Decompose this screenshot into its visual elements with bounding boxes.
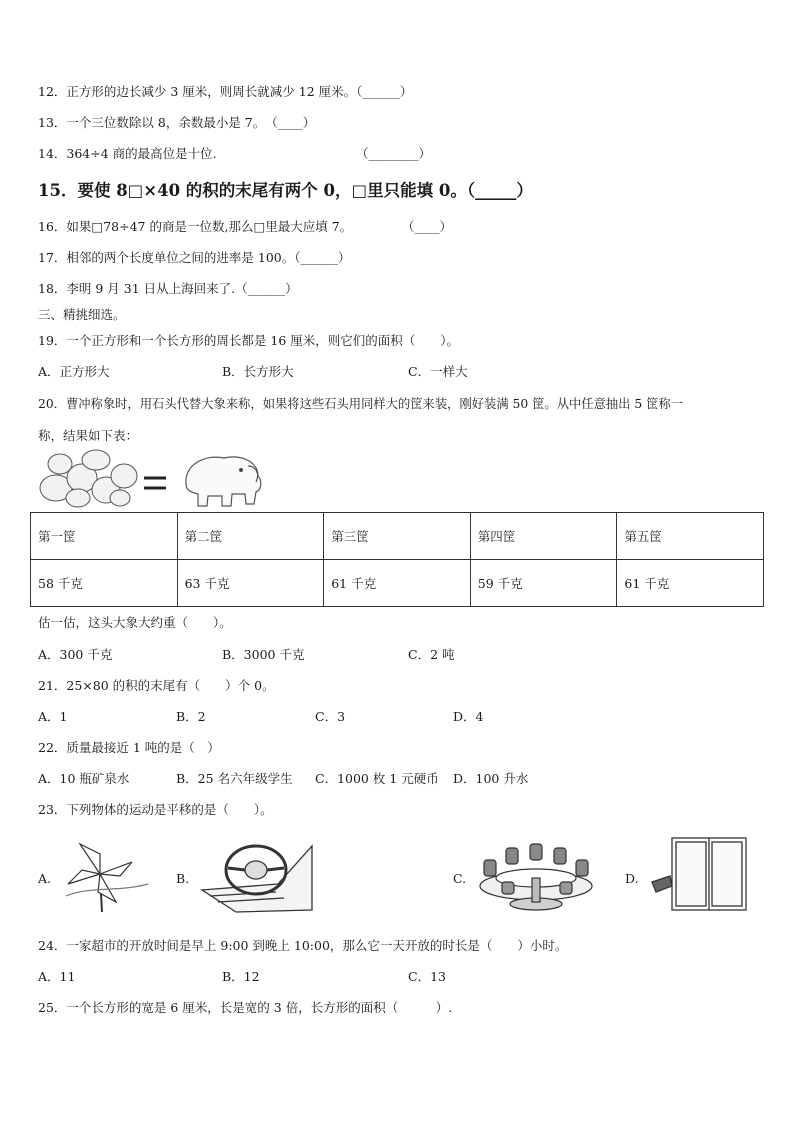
q24-option-a: A．11 — [38, 969, 76, 984]
q23-option-b: B. — [176, 871, 190, 886]
steering-wheel-icon — [196, 838, 316, 914]
q20-option-c: C．2 吨 — [408, 647, 455, 662]
line-q14: 14．364÷4 商的最高位是十位. — [38, 146, 217, 161]
q21-option-b: B．2 — [176, 709, 206, 724]
stones-pile-icon — [40, 450, 137, 507]
line-q22: 22．质量最接近 1 吨的是（ ） — [38, 740, 220, 755]
line-q19: 19．一个正方形和一个长方形的周长都是 16 厘米，则它们的面积（ ）。 — [38, 333, 460, 348]
line-q17: 17．相邻的两个长度单位之间的进率是 100。（______） — [38, 250, 351, 265]
q24-option-c: C．13 — [408, 969, 446, 984]
table-cell: 61 千克 — [617, 560, 764, 607]
q22-option-d: D．100 升水 — [453, 771, 529, 786]
table-cell: 第二筐 — [177, 513, 324, 560]
q23-option-a: A. — [38, 871, 52, 886]
sliding-window-icon — [650, 836, 750, 914]
q21-option-c: C．3 — [315, 709, 346, 724]
q20-option-b: B．3000 千克 — [222, 647, 305, 662]
line-q20-2: 称，结果如下表： — [38, 428, 139, 443]
q21-option-d: D．4 — [453, 709, 484, 724]
line-q18: 18．李明 9 月 31 日从上海回来了.（______） — [38, 281, 298, 296]
q23-option-d: D. — [625, 871, 639, 886]
line-q13: 13．一个三位数除以 8，余数最小是 7。 （____） — [38, 115, 316, 130]
q20-option-a: A．300 千克 — [38, 647, 113, 662]
table-cell: 58 千克 — [31, 560, 178, 607]
q19-option-c: C．一样大 — [408, 364, 468, 379]
q22-option-b: B．25 名六年级学生 — [176, 771, 293, 786]
table-row — [31, 560, 764, 607]
table-cell: 第三筐 — [324, 513, 471, 560]
q24-option-b: B．12 — [222, 969, 260, 984]
table-cell: 第四筐 — [470, 513, 617, 560]
line-q20-1: 20．曹冲称象时，用石头代替大象来称，如果将这些石头用同样大的筐来装，刚好装满 50 筐。从中任意抽出 5 筐称一 — [38, 397, 684, 411]
stones-equals-elephant-illustration — [36, 448, 266, 510]
line-q15: 15．要使 8□×40 的积的末尾有两个 0，□里只能填 0。（_____） — [38, 181, 533, 200]
table-cell: 第五筐 — [617, 513, 764, 560]
q22-option-c: C．1000 枚 1 元硬币 — [315, 771, 439, 786]
table-cell: 第一筐 — [31, 513, 178, 560]
line-q21: 21．25×80 的积的末尾有（ ）个 0。 — [38, 678, 275, 693]
line-q20-ask: 估一估，这头大象大约重（ ）。 — [38, 615, 232, 630]
line-q23: 23．下列物体的运动是平移的是（ ）。 — [38, 802, 273, 817]
table-cell: 61 千克 — [324, 560, 471, 607]
weights-table — [30, 512, 764, 607]
q19-option-b: B．长方形大 — [222, 364, 294, 379]
line-q16-blank: （____） — [402, 219, 453, 234]
table-cell: 59 千克 — [470, 560, 617, 607]
line-q16: 16．如果□78÷47 的商是一位数,那么□里最大应填 7。 — [38, 219, 353, 234]
carousel-ride-icon — [476, 838, 596, 914]
line-q12: 12．正方形的边长减少 3 厘米，则周长就减少 12 厘米。（______） — [38, 84, 413, 99]
line-q14-blank: （________） — [356, 146, 432, 161]
q23-option-c: C. — [453, 871, 467, 886]
elephant-icon — [186, 457, 261, 506]
q22-option-a: A．10 瓶矿泉水 — [38, 771, 130, 786]
line-q25: 25．一个长方形的宽是 6 厘米，长是宽的 3 倍，长方形的面积（ ）. — [38, 1000, 453, 1015]
section-heading: 三、精挑细选。 — [38, 307, 126, 322]
table-row — [31, 513, 764, 560]
q19-option-a: A．正方形大 — [38, 364, 110, 379]
q21-option-a: A．1 — [38, 709, 68, 724]
table-cell: 63 千克 — [177, 560, 324, 607]
pinwheel-icon — [60, 836, 150, 912]
equals-sign-icon — [144, 478, 166, 488]
line-q24: 24．一家超市的开放时间是早上 9:00 到晚上 10:00，那么它一天开放的时长是（ ）小时。 — [38, 938, 568, 953]
